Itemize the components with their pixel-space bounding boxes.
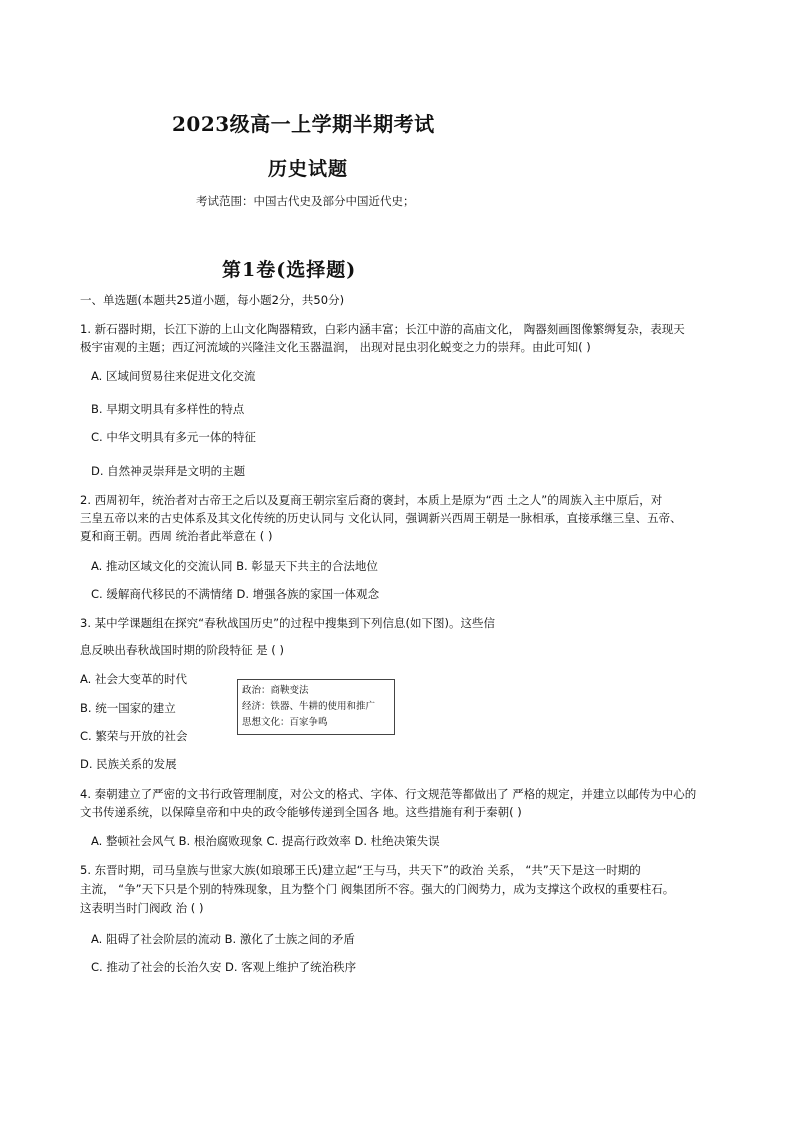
exam-subject: 历史试题	[268, 158, 349, 180]
q3-info-economy: 经济：铁器、牛耕的使用和推广	[242, 701, 376, 712]
q2-options-row1[interactable]: A. 推动区域文化的交流认同 B. 彰显天下共主的合法地位	[91, 559, 378, 573]
q1-stem-line1: 1. 新石器时期，长江下游的上山文化陶器精致，白彩内涵丰富；长江中游的高庙文化， 陶器刻画图像繁缛复杂，表现天	[80, 322, 685, 336]
q5-stem-line2: 主流， “争”天下只是个别的特殊现象，且为整个门 阀集团所不容。强大的门阀势力，成为支撑这个政权的重要柱石。	[80, 882, 675, 896]
q4-options-row[interactable]: A. 整顿社会风气 B. 根治腐败现象 C. 提高行政效率 D. 杜绝决策失误	[91, 834, 440, 848]
q1-option-a[interactable]: A. 区域间贸易往来促进文化交流	[91, 369, 256, 383]
q3-option-d[interactable]: D. 民族关系的发展	[80, 757, 177, 771]
q1-option-b[interactable]: B. 早期文明具有多样性的特点	[91, 402, 245, 416]
q1-option-c[interactable]: C. 中华文明具有多元一体的特征	[91, 430, 256, 444]
section-heading: 一、单选题(本题共25道小题，每小题2分，共50分)	[80, 293, 345, 307]
q5-options-row2[interactable]: C. 推动了社会的长治久安 D. 客观上维护了统治秩序	[91, 960, 357, 974]
q3-option-a[interactable]: A. 社会大变革的时代	[80, 672, 187, 686]
q4-stem-line1: 4. 秦朝建立了严密的文书行政管理制度，对公文的格式、字体、行文规范等都做出了 严格的规定，并建立以邮传为中心的	[80, 787, 697, 801]
q3-stem-line1: 3. 某中学课题组在探究“春秋战国历史”的过程中搜集到下列信息(如下图)。这些信	[80, 616, 496, 630]
q3-stem-line2: 息反映出春秋战国时期的阶段特征 是 ( )	[80, 643, 284, 657]
q1-option-d[interactable]: D. 自然神灵崇拜是文明的主题	[91, 464, 246, 478]
q5-stem-line1: 5. 东晋时期，司马皇族与世家大族(如琅琊王氏)建立起“王与马，共天下”的政治 关系， “共”天下是这一时期的	[80, 863, 641, 877]
q5-options-row1[interactable]: A. 阻碍了社会阶层的流动 B. 激化了士族之间的矛盾	[91, 932, 355, 946]
q1-stem-line2: 极宇宙观的主题；西辽河流域的兴隆洼文化玉器温润， 出现对昆虫羽化蜕变之力的崇拜。由此可知( )	[80, 340, 591, 354]
q2-stem-line2: 三皇五帝以来的古史体系及其文化传统的历史认同与 文化认同，强调新兴西周王朝是一脉相承，直接承继三皇、五帝、	[80, 511, 682, 525]
q3-info-culture: 思想文化：百家争鸣	[242, 717, 328, 728]
q3-info-politics: 政治：商鞅变法	[242, 685, 309, 696]
part-title: 第1卷(选择题)	[222, 259, 357, 281]
q3-option-c[interactable]: C. 繁荣与开放的社会	[80, 729, 188, 743]
q3-option-b[interactable]: B. 统一国家的建立	[80, 701, 176, 715]
q2-stem-line3: 夏和商王朝。西周 统治者此举意在 ( )	[80, 529, 273, 543]
q3-info-box	[237, 679, 395, 735]
exam-scope: 考试范围：中国古代史及部分中国近代史；	[196, 194, 415, 208]
exam-title: 2023级高一上学期半期考试	[172, 112, 435, 136]
q4-stem-line2: 文书传递系统，以保障皇帝和中央的政令能够传递到全国各 地。这些措施有利于秦朝( )	[80, 805, 522, 819]
q2-stem-line1: 2. 西周初年，统治者对古帝王之后以及夏商王朝宗室后裔的褒封，本质上是原为“西 土之人”的周族入主中原后，对	[80, 493, 663, 507]
q2-options-row2[interactable]: C. 缓解商代移民的不满情绪 D. 增强各族的家国一体观念	[91, 587, 380, 601]
q5-stem-line3: 这表明当时门阀政 治 ( )	[80, 901, 204, 915]
